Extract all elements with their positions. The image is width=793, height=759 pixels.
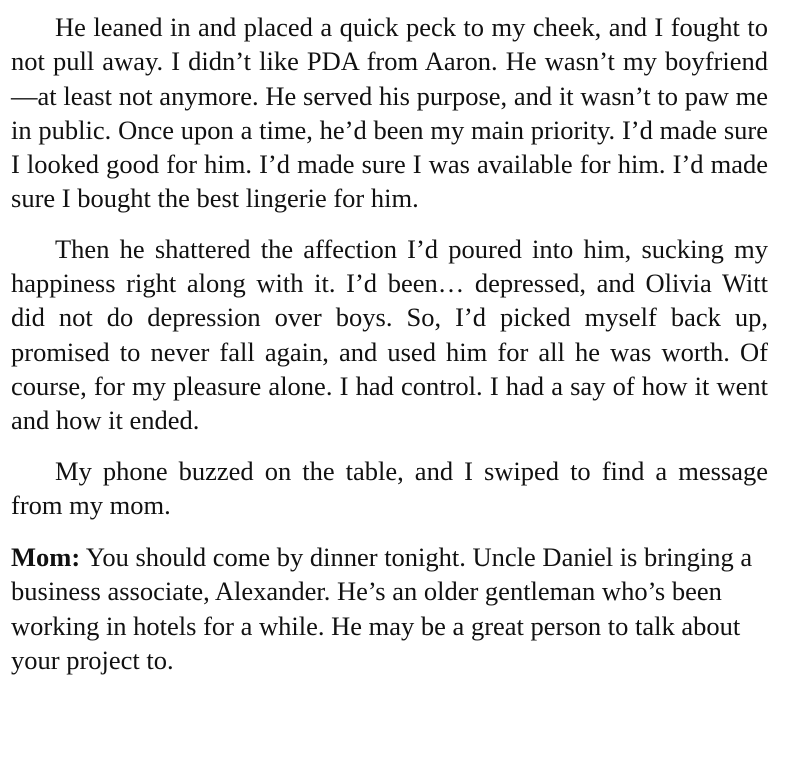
paragraph-3: My phone buzzed on the table, and I swiped to find a message from my mom. [11, 455, 768, 520]
text-message [11, 540, 768, 677]
message-sender: Mom: [11, 542, 81, 573]
message-body: You should come by dinner tonight. Uncle Daniel is bringing a business associate, Alexander. He’s an older gentleman who’s been working in hotels for a while. He may be a great person to talk about your project to. [11, 542, 753, 676]
paragraph-2: Then he shattered the affection I’d poured into him, sucking my happiness right along with it. I’d been… depressed, and Olivia Witt did not do depression over boys. So, I’d picked myself back up, promised to never fall again, and used him for all he was worth. Of course, for my pleasure alone. I had control. I had a say of how it went and how it ended. [11, 233, 768, 436]
paragraph-1: He leaned in and placed a quick peck to my cheek, and I fought to not pull away. I didn’t like PDA from Aaron. He wasn’t my boyfriend—at least not anymore. He served his purpose, and it wasn’t to paw me in public. Once upon a time, he’d been my main priority. I’d made sure I looked good for him. I’d made sure I was available for him. I’d made sure I bought the best lingerie for him. [11, 12, 768, 214]
